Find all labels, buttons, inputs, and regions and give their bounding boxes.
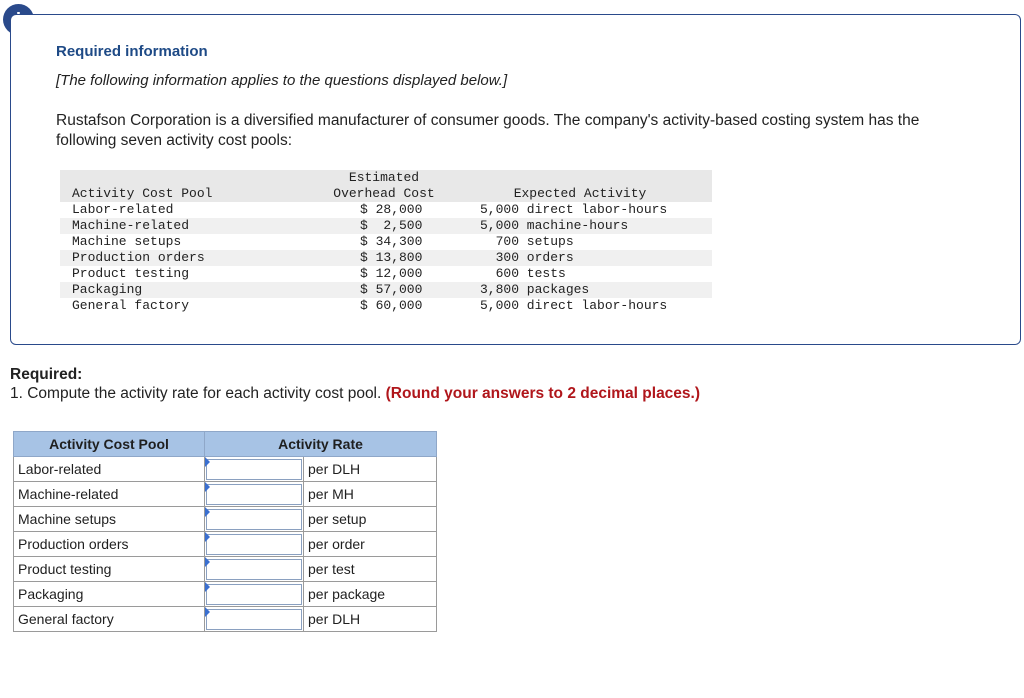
table-row xyxy=(60,218,712,234)
row-pool: Labor-related xyxy=(72,202,174,217)
answer-unit: per package xyxy=(304,582,437,607)
answer-row xyxy=(14,607,437,632)
rate-input-packaging[interactable] xyxy=(206,584,302,605)
row-cost: $ 2,500 xyxy=(360,218,423,233)
info-italic-note: [The following information applies to the questions displayed below.] xyxy=(56,72,508,89)
answer-header-rate: Activity Rate xyxy=(205,432,437,457)
rate-input-machine-setups[interactable] xyxy=(206,509,302,530)
header-estimated: Estimated xyxy=(348,170,420,185)
row-activity: 600 tests xyxy=(480,266,566,281)
row-activity: 300 orders xyxy=(480,250,574,265)
required-question xyxy=(10,385,700,403)
answer-pool-label: Machine setups xyxy=(14,507,205,532)
row-activity: 5,000 machine-hours xyxy=(480,218,629,233)
answer-table xyxy=(13,431,437,632)
question-text: 1. Compute the activity rate for each activity cost pool. xyxy=(10,385,386,402)
input-marker-icon xyxy=(205,482,210,492)
required-heading: Required: xyxy=(10,366,83,383)
row-pool: Product testing xyxy=(72,266,190,281)
row-cost: $ 60,000 xyxy=(360,298,423,313)
row-cost: $ 34,300 xyxy=(360,234,423,249)
input-marker-icon xyxy=(205,532,210,542)
answer-unit: per setup xyxy=(304,507,437,532)
answer-pool-label: Production orders xyxy=(14,532,205,557)
table-row xyxy=(60,234,712,250)
answer-header-pool: Activity Cost Pool xyxy=(14,432,205,457)
answer-input-cell xyxy=(205,457,304,482)
answer-input-cell xyxy=(205,557,304,582)
rate-input-general-factory[interactable] xyxy=(206,609,302,630)
row-pool: Production orders xyxy=(72,250,205,265)
row-pool: Packaging xyxy=(72,282,143,297)
header-activity-cost-pool: Activity Cost Pool xyxy=(72,186,213,201)
answer-row xyxy=(14,557,437,582)
row-cost: $ 57,000 xyxy=(360,282,423,297)
input-marker-icon xyxy=(205,507,210,517)
answer-unit: per test xyxy=(304,557,437,582)
header-expected-activity: Expected Activity xyxy=(513,186,647,201)
answer-input-cell xyxy=(205,532,304,557)
info-title: Required information xyxy=(56,43,208,60)
answer-input-cell xyxy=(205,507,304,532)
answer-pool-label: Labor-related xyxy=(14,457,205,482)
answer-row xyxy=(14,507,437,532)
row-pool: Machine setups xyxy=(72,234,182,249)
answer-unit: per MH xyxy=(304,482,437,507)
input-marker-icon xyxy=(205,557,210,567)
answer-row xyxy=(14,457,437,482)
row-activity: 5,000 direct labor-hours xyxy=(480,298,668,313)
answer-row xyxy=(14,482,437,507)
answer-row xyxy=(14,532,437,557)
table-row xyxy=(60,282,712,298)
header-overhead-cost: Overhead Cost xyxy=(333,186,435,201)
input-marker-icon xyxy=(205,457,210,467)
table-row xyxy=(60,266,712,282)
input-marker-icon xyxy=(205,607,210,617)
rate-input-production-orders[interactable] xyxy=(206,534,302,555)
answer-input-cell xyxy=(205,607,304,632)
answer-input-cell xyxy=(205,582,304,607)
row-cost: $ 13,800 xyxy=(360,250,423,265)
answer-unit: per DLH xyxy=(304,607,437,632)
row-cost: $ 12,000 xyxy=(360,266,423,281)
answer-pool-label: General factory xyxy=(14,607,205,632)
answer-input-cell xyxy=(205,482,304,507)
cost-pool-table-header xyxy=(60,170,712,202)
rate-input-product-testing[interactable] xyxy=(206,559,302,580)
answer-unit: per DLH xyxy=(304,457,437,482)
table-row xyxy=(60,202,712,218)
rounding-instruction: (Round your answers to 2 decimal places.) xyxy=(385,385,701,402)
rate-input-machine-related[interactable] xyxy=(206,484,302,505)
answer-row xyxy=(14,582,437,607)
table-row xyxy=(60,298,712,314)
answer-pool-label: Packaging xyxy=(14,582,205,607)
row-pool: Machine-related xyxy=(72,218,190,233)
answer-unit: per order xyxy=(304,532,437,557)
rate-input-labor-related[interactable] xyxy=(206,459,302,480)
row-activity: 700 setups xyxy=(480,234,574,249)
answer-pool-label: Product testing xyxy=(14,557,205,582)
row-activity: 5,000 direct labor-hours xyxy=(480,202,668,217)
row-activity: 3,800 packages xyxy=(480,282,590,297)
answer-pool-label: Machine-related xyxy=(14,482,205,507)
row-pool: General factory xyxy=(72,298,190,313)
table-row xyxy=(60,250,712,266)
info-paragraph: Rustafson Corporation is a diversified manufacturer of consumer goods. The company's activity-based costing system has the following seven activity cost pools: xyxy=(56,112,920,149)
input-marker-icon xyxy=(205,582,210,592)
row-cost: $ 28,000 xyxy=(360,202,423,217)
